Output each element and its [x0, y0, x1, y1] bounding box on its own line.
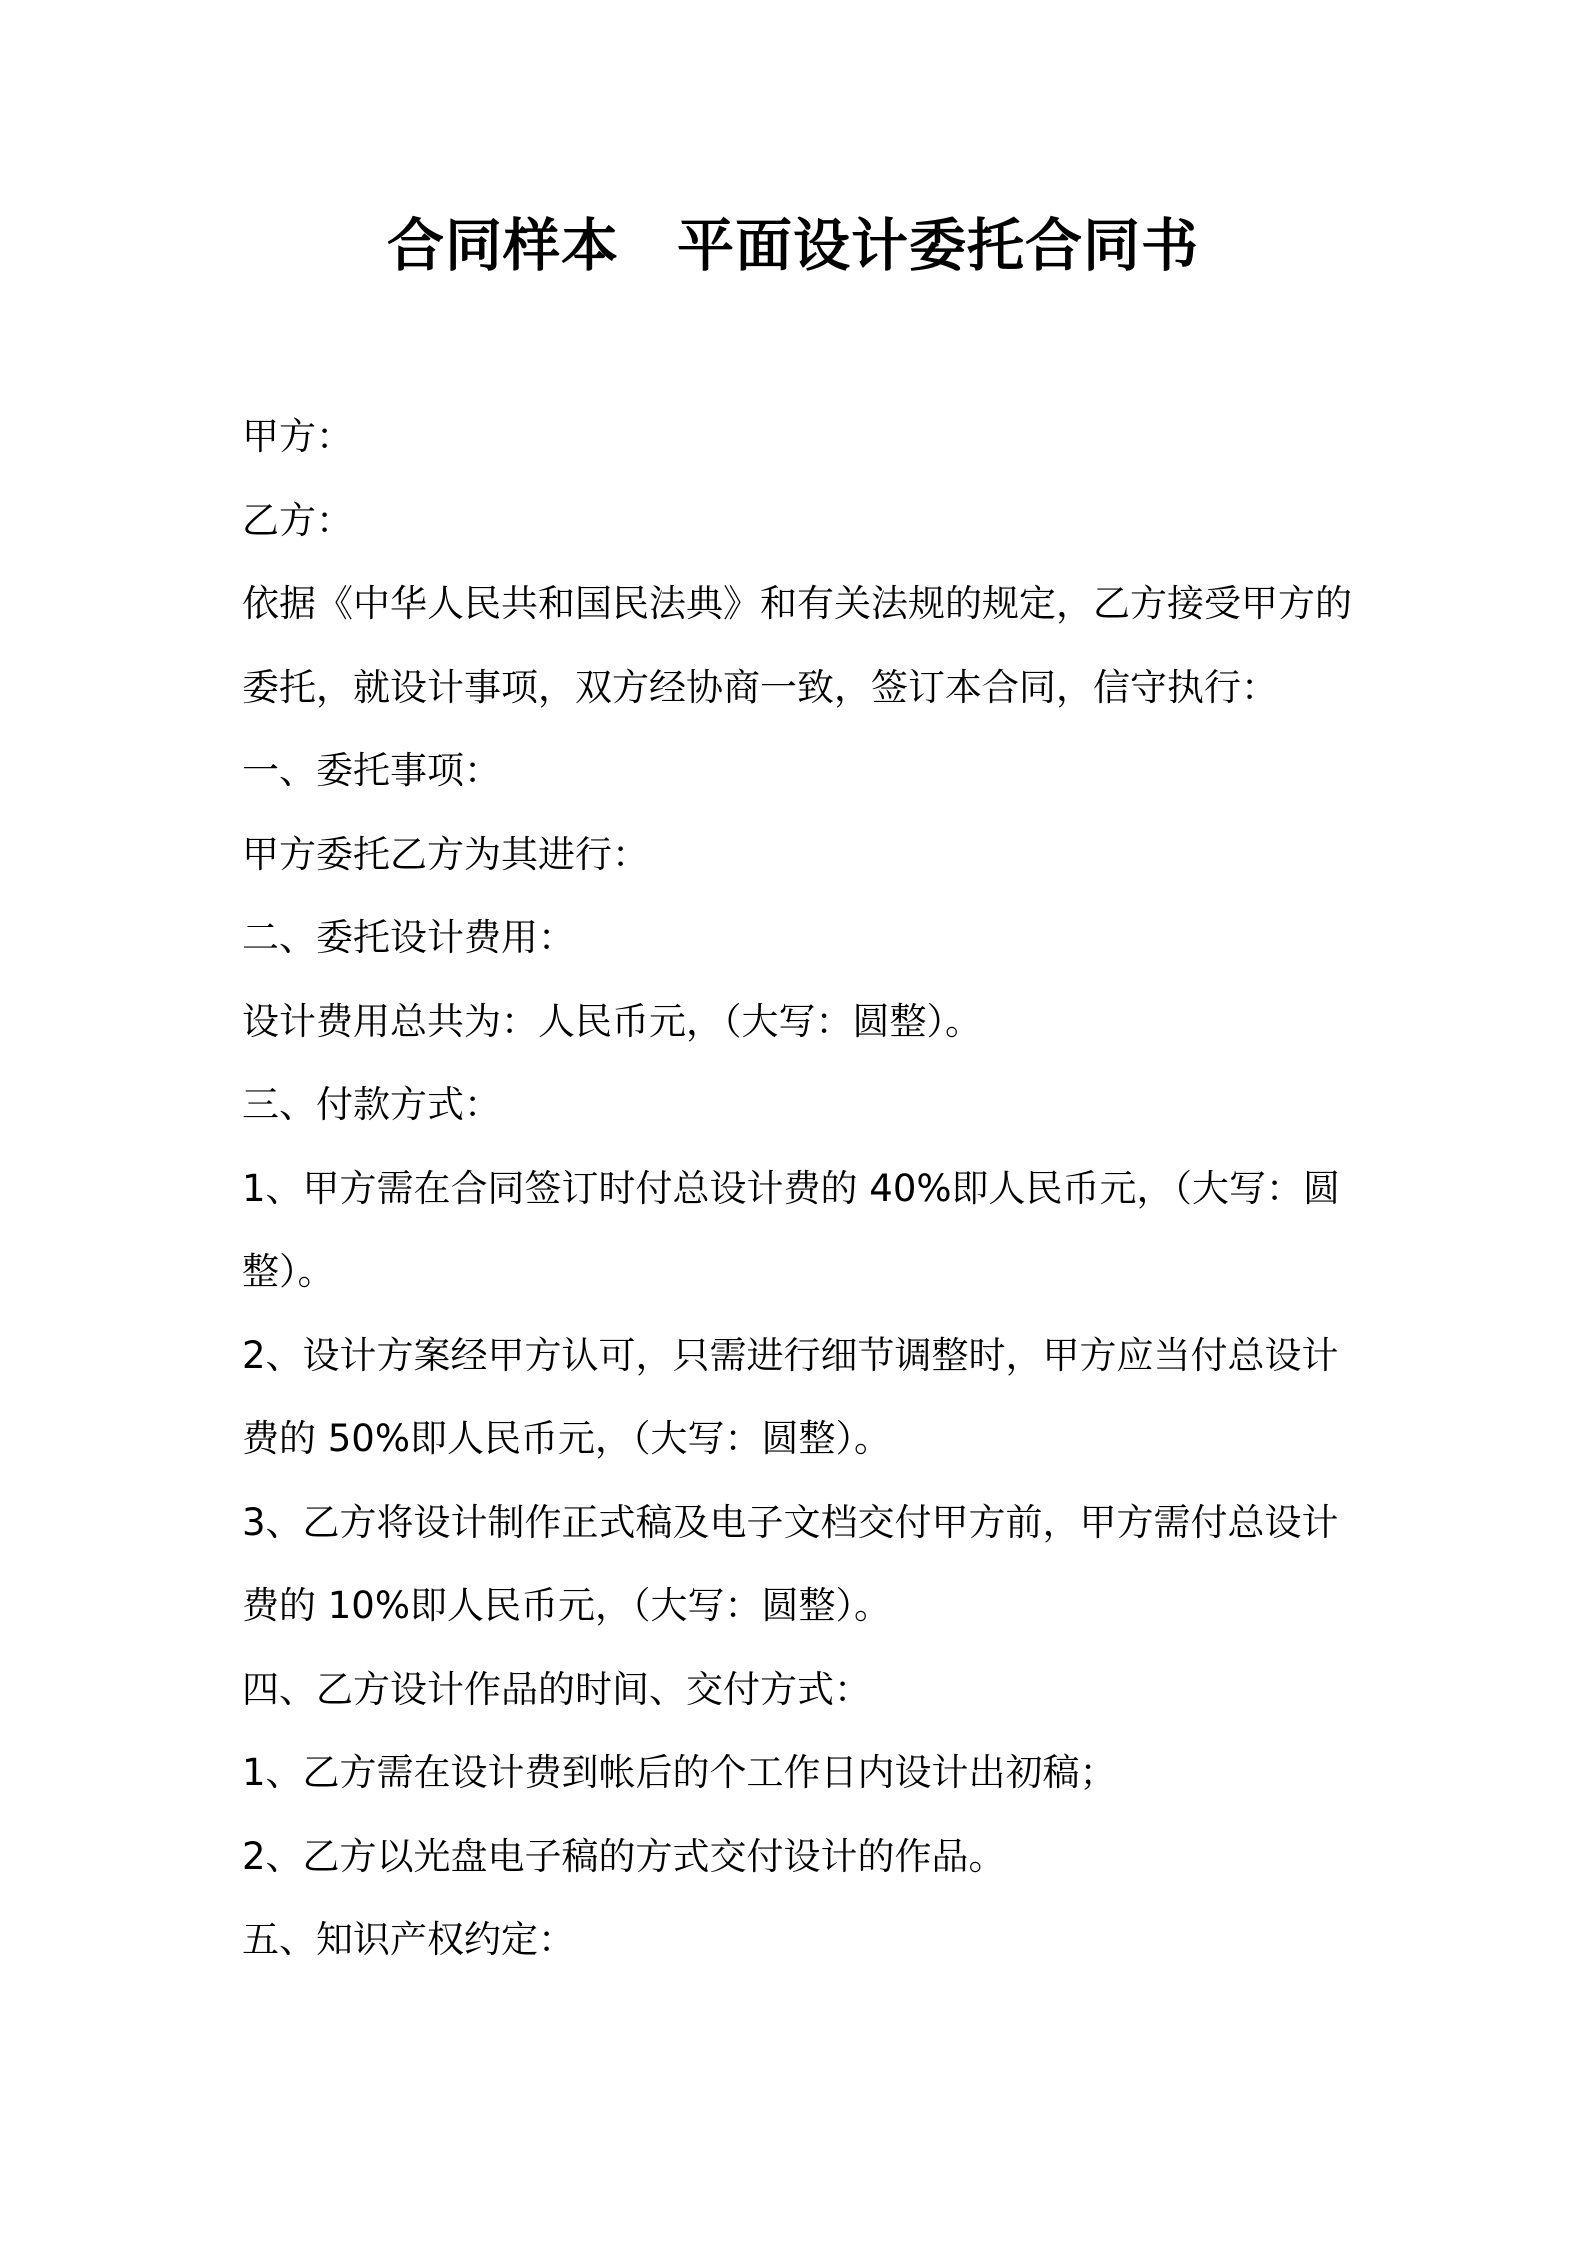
payment-item-2-line-2: 费的 50%即人民币元，（大写：圆整）。 [242, 1417, 891, 1460]
payment-item-1-line-2: 整）。 [242, 1250, 335, 1293]
party-b-line: 乙方： [242, 498, 353, 542]
section-1-text: 甲方委托乙方为其进行： [242, 832, 649, 876]
preamble-line-1: 依据《中华人民共和国民法典》和有关法规的规定，乙方接受甲方的 [242, 582, 1352, 625]
section-heading-3: 三、付款方式： [242, 1083, 501, 1126]
section-2-text: 设计费用总共为：人民币元，（大写：圆整）。 [242, 999, 982, 1043]
party-a-line: 甲方： [242, 415, 353, 458]
section-heading-2: 二、委托设计费用： [242, 916, 575, 959]
section-heading-5: 五、知识产权约定： [242, 1918, 575, 1961]
section-heading-4: 四、乙方设计作品的时间、交付方式： [242, 1667, 871, 1711]
payment-item-3-line-1: 3、乙方将设计制作正式稿及电子文档交付甲方前，甲方需付总设计 [242, 1500, 1339, 1544]
document-body [242, 395, 1372, 1982]
delivery-item-2: 2、乙方以光盘电子稿的方式交付设计的作品。 [242, 1834, 1006, 1878]
payment-item-1-line-1: 1、甲方需在合同签订时付总设计费的 40%即人民币元，（大写：圆 [242, 1166, 1341, 1210]
delivery-item-1: 1、乙方需在设计费到帐后的个工作日内设计出初稿； [242, 1751, 1117, 1794]
section-heading-1: 一、委托事项： [242, 749, 501, 792]
payment-item-3-line-2: 费的 10%即人民币元，（大写：圆整）。 [242, 1584, 891, 1627]
payment-item-2-line-1: 2、设计方案经甲方认可，只需进行细节调整时，甲方应当付总设计 [242, 1333, 1339, 1377]
preamble-line-2: 委托，就设计事项，双方经协商一致，签订本合同，信守执行： [242, 665, 1278, 709]
document-title: 合同样本 平面设计委托合同书 [387, 213, 1199, 279]
